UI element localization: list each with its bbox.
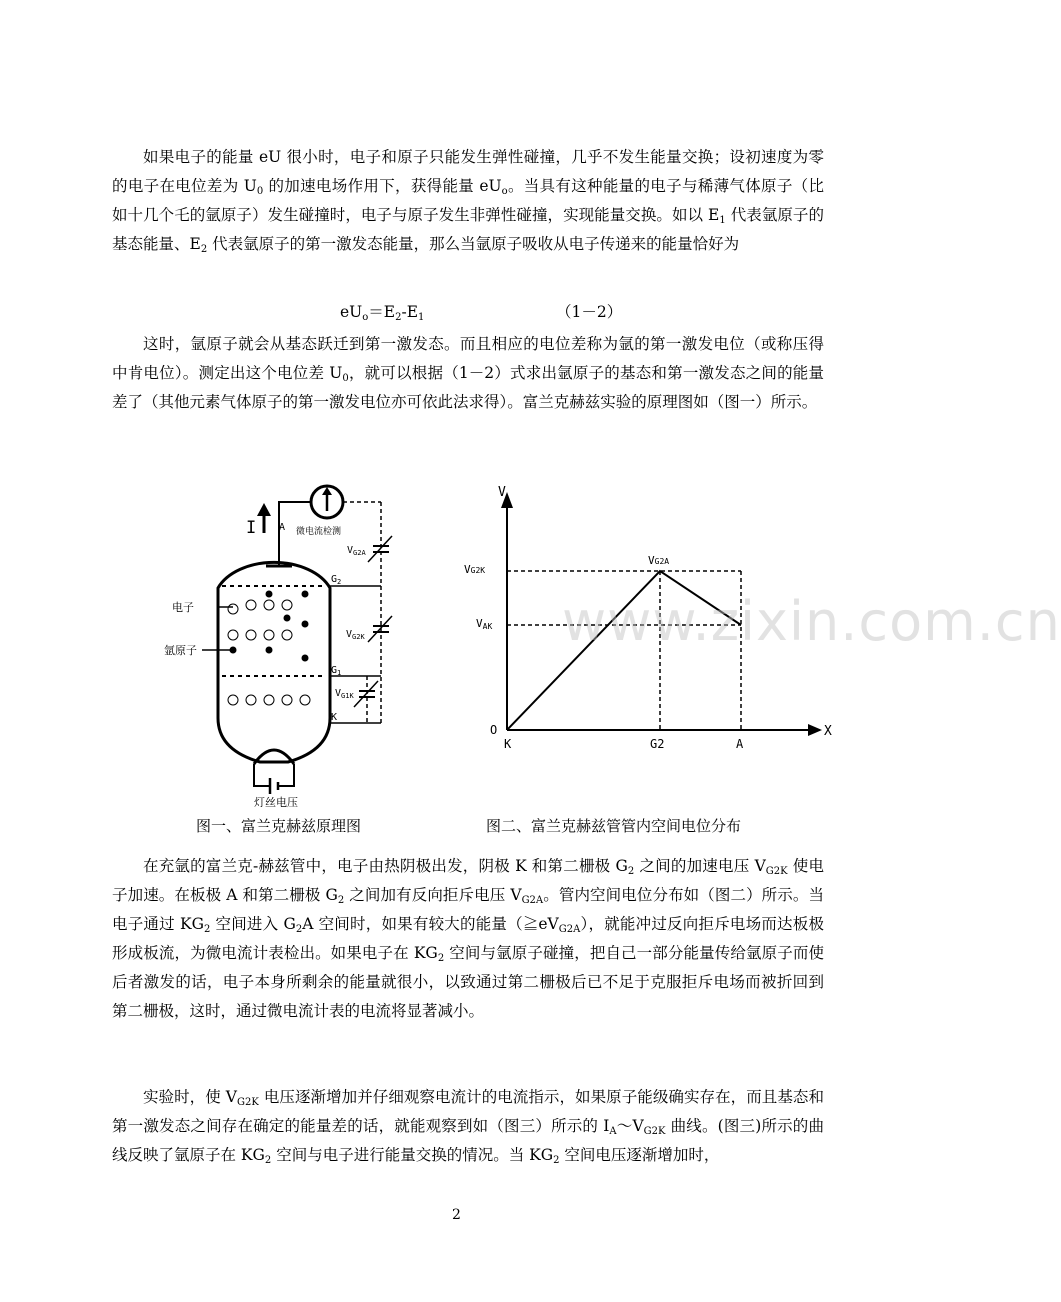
ammeter-icon	[311, 486, 343, 518]
paragraph-4-text: 实验时，使 $V_{G2K}$ 电压逐渐增加并仔细观察电流计的电流指示，如果原子能级确实存在，而且基态和第一激发态之间存在确定的能量差的话，就能观察到如（图三）所示的 $I_A\sim V_{G2K}$ 曲线。(图三)所示的曲线反映了氩原子在 $KG_2$ 空间与电子进行能量交换的情况。当 $KG_2$ 空间电压逐渐增加时，	[112, 1088, 824, 1166]
variable-capacitor-vg1k-icon	[354, 681, 378, 707]
figure-2-caption: 图二、富兰克赫兹管管内空间电位分布	[486, 817, 742, 835]
paragraph-2	[112, 330, 824, 417]
k-label: K	[331, 712, 338, 723]
figure-1-schematic	[160, 478, 410, 813]
current-label: I	[246, 518, 257, 538]
equation-number: （1－2）	[556, 303, 623, 321]
vg2a-label: $V_{G2A}$	[347, 545, 366, 557]
vg2k-level-label: VG2K	[464, 563, 486, 576]
particle-field	[228, 591, 310, 706]
meter-label: 微电流检测	[296, 527, 342, 537]
g1-label: $G_1$	[331, 665, 342, 677]
vg2a-peak-label: VG2A	[648, 554, 670, 567]
filament-label: 灯丝电压	[254, 796, 298, 809]
g2-axis-label: G2	[650, 737, 665, 751]
paragraph-1	[112, 143, 824, 259]
paragraph-2-text: 这时，氩原子就会从基态跃迁到第一激发态。而且相应的电位差称为氩的第一激发电位（或称压得中肯电位）。测定出这个电位差 $U_0$，就可以根据（1－2）式求出氩原子的基态和第一激发态之间的能量差了（其他元素气体原子的第一激发电位亦可依此法求得）。富兰克赫兹实验的原理图如（图一）所示。	[112, 335, 824, 411]
figure-1-caption: 图一、富兰克赫兹原理图	[196, 817, 362, 835]
paragraph-3	[112, 852, 824, 1026]
g2-label: $G_2$	[331, 574, 342, 586]
variable-capacitor-vg2a-icon	[368, 536, 392, 562]
k-axis-label: K	[504, 737, 512, 751]
variable-capacitor-vg2k-icon	[368, 616, 392, 642]
vg1k-label: $V_{G1K}$	[335, 688, 354, 700]
anode-label: A	[279, 522, 286, 533]
page-number: 2	[452, 1207, 461, 1223]
filament-wire-left	[254, 764, 270, 786]
battery-icon	[270, 778, 278, 794]
watermark: www.zixin.com.cn	[562, 590, 1061, 653]
a-axis-label: A	[736, 737, 744, 751]
paragraph-4	[112, 1083, 824, 1170]
vg2k-label: $V_{G2K}$	[346, 629, 365, 641]
electron-label: 电子	[172, 601, 194, 614]
paragraph-3-text: 在充氩的富兰克-赫兹管中，电子由热阴极出发，阴极 K 和第二栅极 $G_2$ 之间的加速电压 $V_{G2K}$ 使电子加速。在板极 A 和第二栅极 $G_2$ 之间加有反向拒斥电压 $V_{G2A}$。管内空间电位分布如（图二）所示。当电子通过 $KG_2$ 空间进入 $G_2A$ 空间时，如果有较大的能量$(≧eV_{G2A})$，就能冲过反向拒斥电场而达板极形成板流，为微电流计表检出。如果电子在 $KG_2$ 空间与氩原子碰撞，把自己一部分能量传给氩原子而使后者激发的话，电子本身所剩余的能量就很小，以致通过第二栅极后已不足于克服拒斥电场而被折回到第二栅极，这时，通过微电流计表的电流将显著减小。	[112, 857, 825, 1020]
filament-wire-right	[278, 764, 294, 786]
x-axis-arrow-icon	[808, 724, 822, 736]
equation-body: $eU_o=E_2-E_1$	[340, 303, 425, 323]
y-axis-label: V	[498, 485, 506, 500]
origin-label: O	[490, 723, 498, 737]
tube-envelope	[218, 562, 330, 762]
paragraph-1-text: 如果电子的能量 eU 很小时，电子和原子只能发生弹性碰撞，几乎不发生能量交换；设初速度为零的电子在电位差为 $U_0$ 的加速电场作用下，获得能量 $eU_o$。当具有这种能量的电子与稀薄气体原子（比如十几个乇的氩原子）发生碰撞时，电子与原子发生非弹性碰撞，实现能量交换。如以 $E_1$ 代表氩原子的基态能量、$E_2$ 代表氩原子的第一激发态能量，那么当氩原子吸收从电子传递来的能量恰好为	[112, 148, 824, 255]
vak-level-label: VAK	[476, 617, 493, 631]
argon-label: 氩原子	[164, 644, 197, 657]
current-arrow-icon	[257, 503, 271, 533]
x-axis-label: X	[824, 724, 832, 739]
